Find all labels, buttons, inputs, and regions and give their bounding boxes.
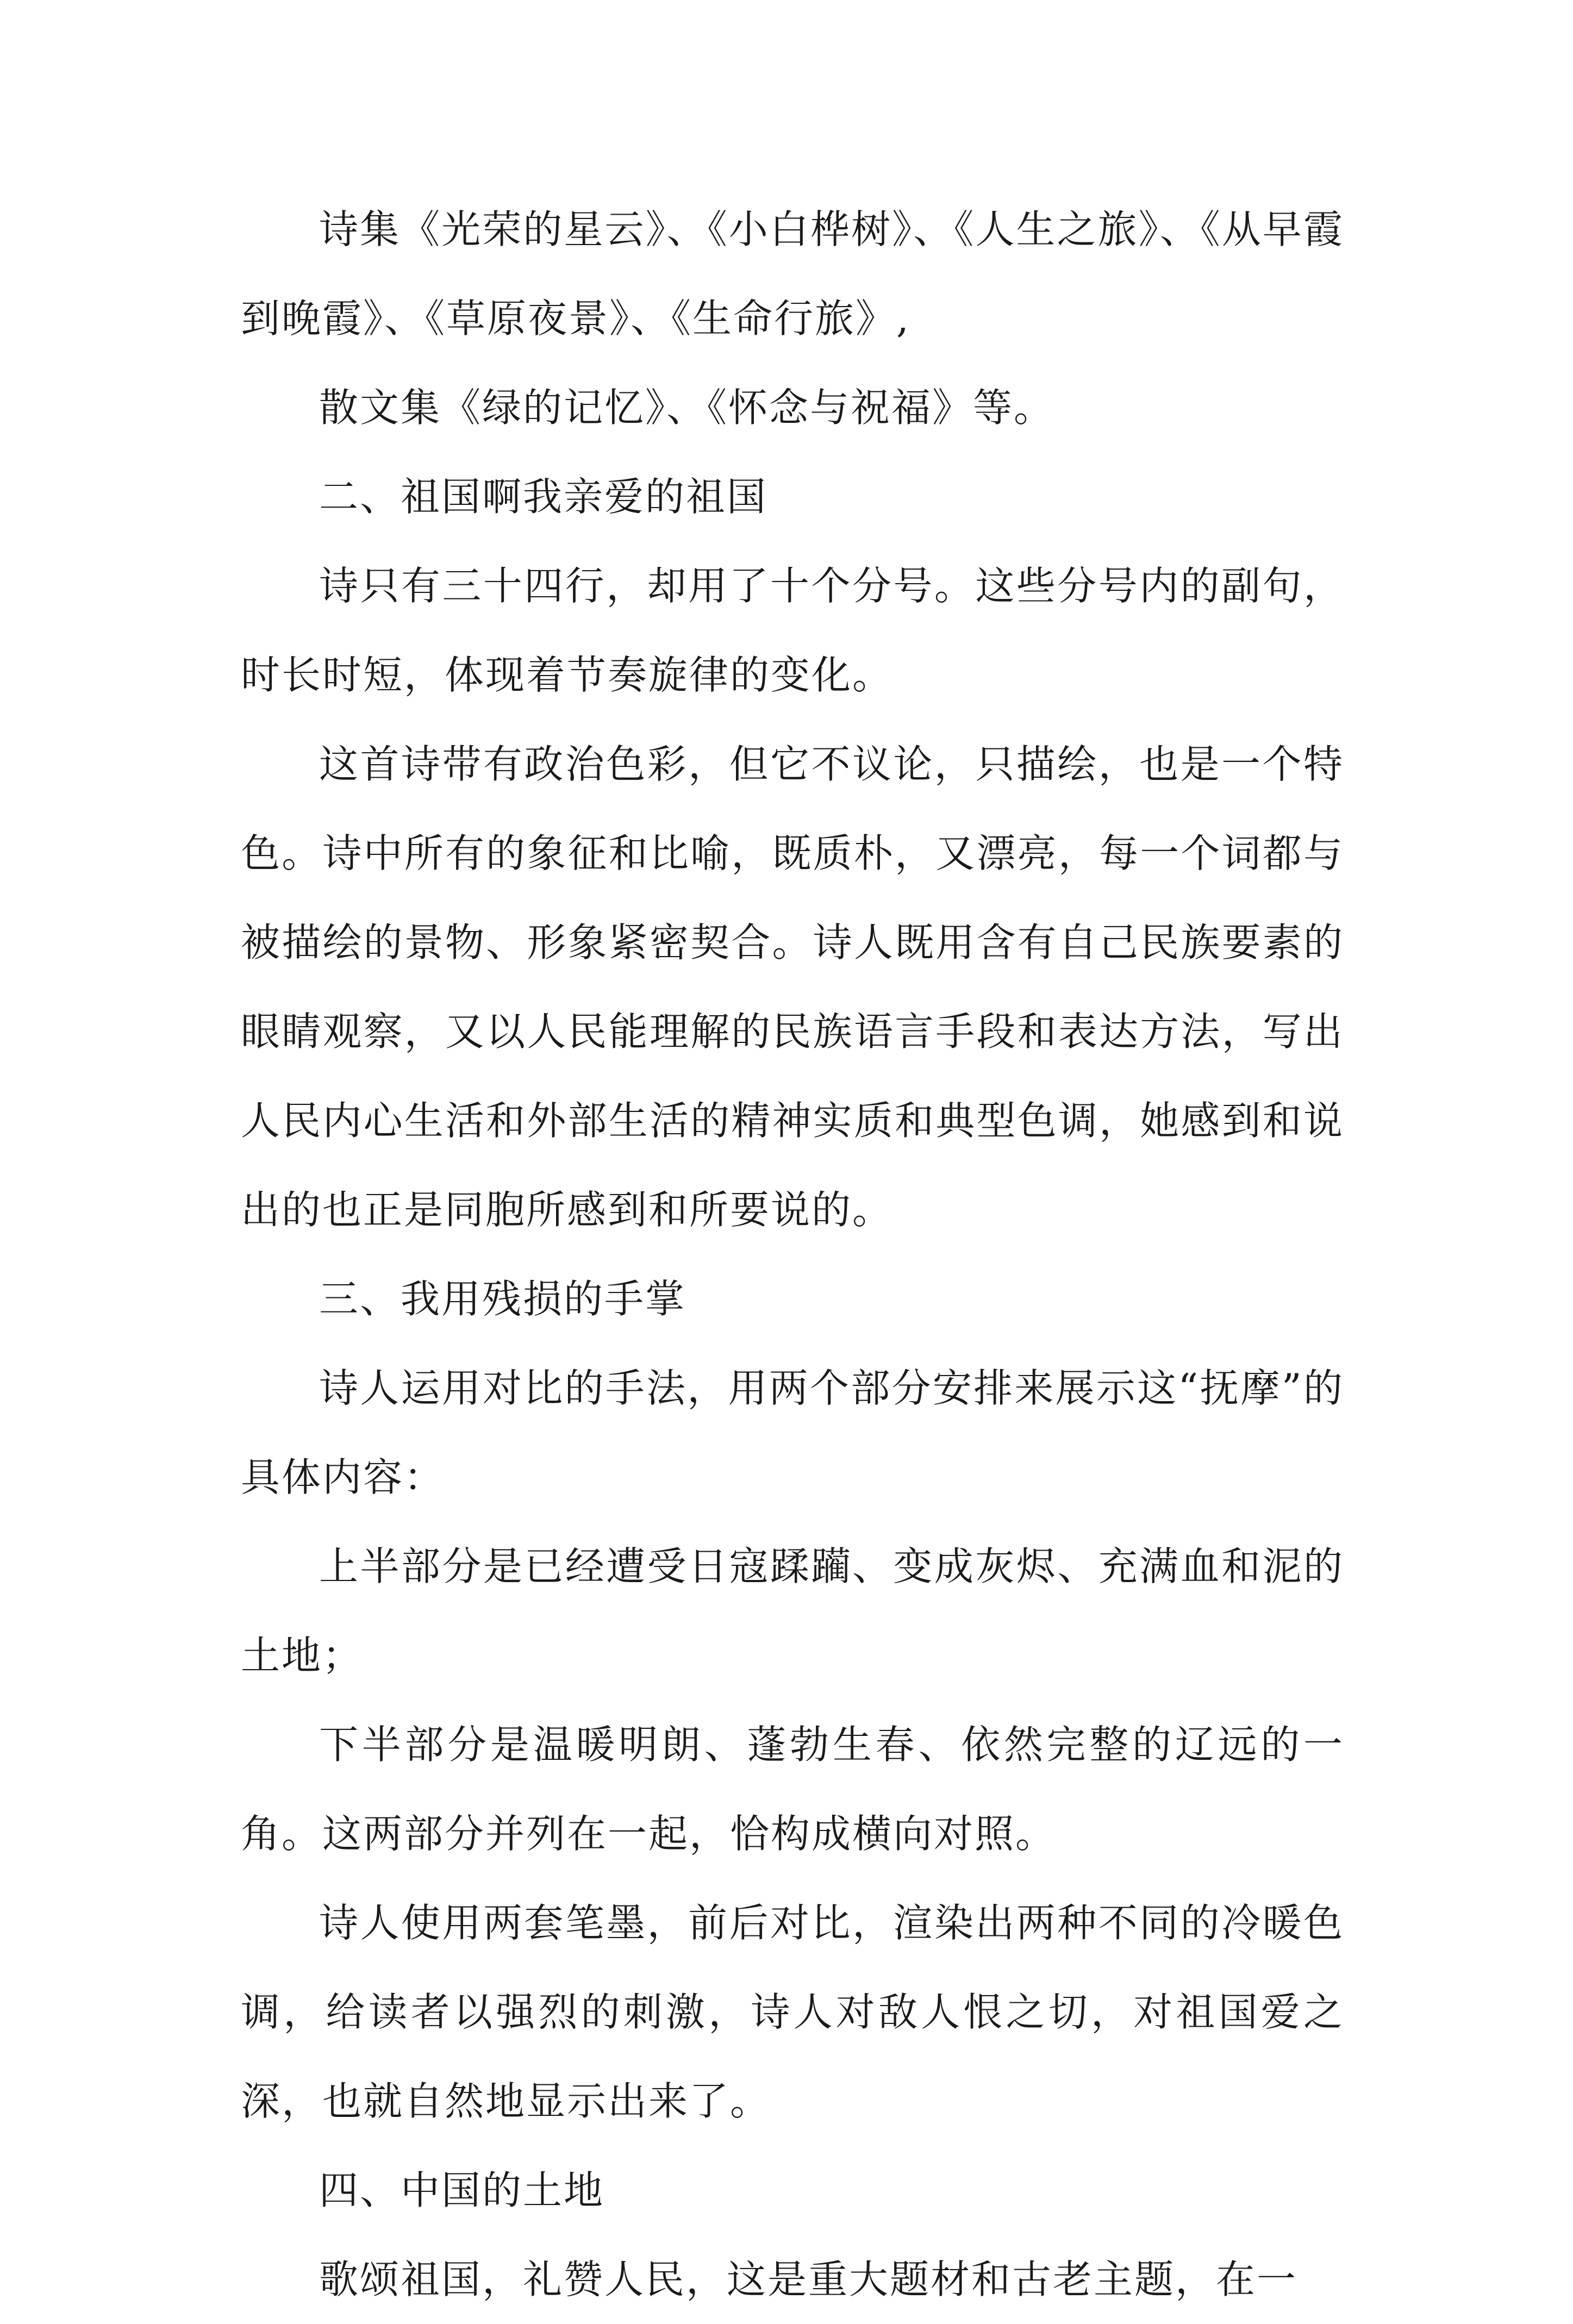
paragraph-political-color: 这首诗带有政治色彩，但它不议论，只描绘，也是一个特色。诗中所有的象征和比喻，既质朴，又漂亮，每一个词都与被描绘的景物、形象紧密契合。诗人既用含有自己民族要素的眼睛观察，又以人民能理解的民族语言手段和表达方法，写出人民内心生活和外部生活的精神实质和典型色调，她感到和说出的也正是同胞所感到和所要说的。 <box>241 741 1344 1233</box>
paragraph-lower-half: 下半部分是温暖明朗、蓬勃生春、依然完整的辽远的一角。这两部分并列在一起，恰构成横向对照。 <box>241 1722 1344 1857</box>
section-heading-3: 三、我用残损的手掌 <box>319 1276 686 1322</box>
paragraph-prose-collections: 散文集《绿的记忆》、《怀念与祝福》等。 <box>319 385 1055 430</box>
document-body <box>241 185 1344 2324</box>
paragraph-upper-half: 上半部分是已经遭受日寇蹂躏、变成灰烬、充满血和泥的土地； <box>241 1544 1344 1678</box>
section-heading-2: 二、祖国啊我亲爱的祖国 <box>319 474 768 520</box>
paragraph-two-styles: 诗人使用两套笔墨，前后对比，渲染出两种不同的冷暖色调，给读者以强烈的刺激，诗人对敌人恨之切，对祖国爱之深，也就自然地显示出来了。 <box>241 1900 1344 2124</box>
paragraph-poetry-collections: 诗集《光荣的星云》、《小白桦树》、《人生之旅》、《从早霞到晚霞》、《草原夜景》、《生命行旅》, <box>241 207 1344 341</box>
paragraph-praise-motherland: 歌颂祖国，礼赞人民，这是重大题材和古老主题，在一 <box>319 2257 1298 2302</box>
paragraph-contrast-method: 诗人运用对比的手法，用两个部分安排来展示这“抚摩”的具体内容： <box>241 1365 1344 1500</box>
section-heading-4: 四、中国的土地 <box>319 2167 605 2213</box>
paragraph-semicolons: 诗只有三十四行，却用了十个分号。这些分号内的副句，时长时短，体现着节奏旋律的变化。 <box>241 563 1344 698</box>
